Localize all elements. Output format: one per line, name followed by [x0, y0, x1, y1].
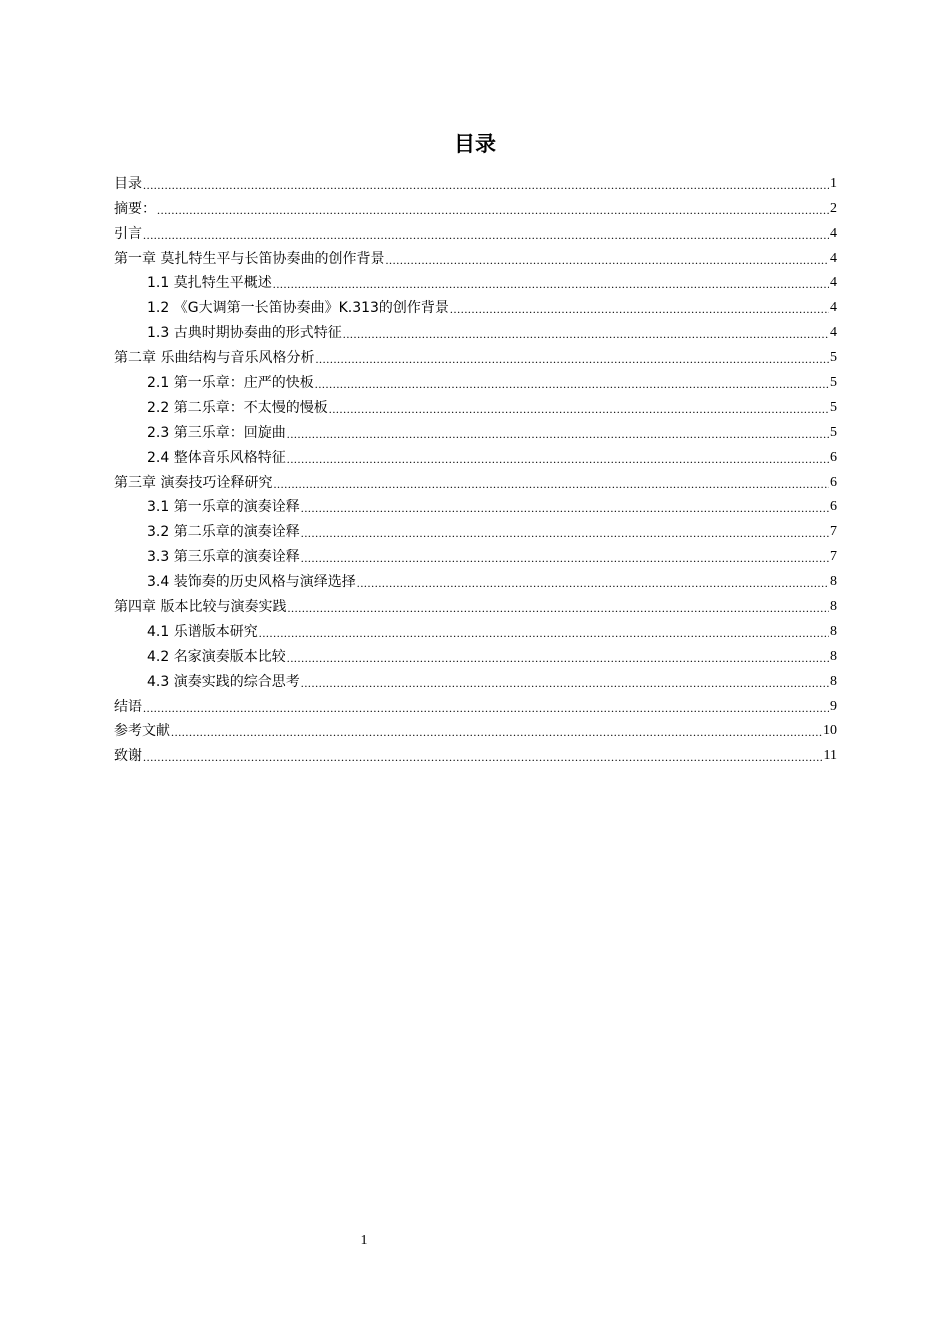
toc-entry[interactable]: [114, 442, 837, 467]
toc-leader-dots: [357, 575, 829, 591]
toc-entry-label: 2.3 第三乐章：回旋曲: [147, 424, 286, 441]
toc-leader-dots: [385, 252, 829, 268]
toc-entry[interactable]: [114, 516, 837, 541]
toc-entry-page: 4: [830, 225, 837, 241]
toc-entry-page: 6: [830, 449, 837, 465]
toc-entry-label: 参考文献: [114, 723, 170, 740]
toc-leader-dots: [301, 525, 829, 541]
toc-entry-label: 第四章 版本比较与演奏实践: [114, 599, 287, 616]
toc-entry-label: 2.4 整体音乐风格特征: [147, 449, 286, 466]
toc-leader-dots: [343, 326, 829, 342]
toc-leader-dots: [143, 227, 829, 243]
toc-entry[interactable]: [114, 691, 837, 716]
toc-entry-page: 4: [830, 325, 837, 341]
toc-entry-page: 4: [830, 300, 837, 316]
toc-entry-page: 4: [830, 250, 837, 266]
toc-entry-page: 10: [823, 723, 837, 739]
toc-entry-label: 1.1 莫扎特生平概述: [147, 275, 272, 292]
toc-entry-page: 7: [830, 549, 837, 565]
toc-entry[interactable]: [114, 193, 837, 218]
toc-entry[interactable]: [114, 541, 837, 566]
toc-entry-page: 8: [830, 574, 837, 590]
toc-entry-page: 8: [830, 648, 837, 664]
toc-entry-label: 1.2 《G大调第一长笛协奏曲》K.313的创作背景: [147, 300, 449, 317]
toc-entry-page: 6: [830, 474, 837, 490]
toc-entry-label: 4.2 名家演奏版本比较: [147, 648, 286, 665]
toc-entry-page: 5: [830, 350, 837, 366]
toc-entry[interactable]: [114, 292, 837, 317]
toc-leader-dots: [329, 401, 829, 417]
toc-entry[interactable]: [114, 342, 837, 367]
toc-entry[interactable]: [114, 317, 837, 342]
toc-entry-page: 4: [830, 275, 837, 291]
toc-entry-label: 3.1 第一乐章的演奏诠释: [147, 499, 300, 516]
toc-entry[interactable]: [114, 243, 837, 268]
toc-entry[interactable]: [114, 218, 837, 243]
toc-entry[interactable]: [114, 268, 837, 293]
toc-entry-page: 11: [823, 748, 837, 764]
toc-leader-dots: [143, 177, 829, 193]
toc-entry-page: 9: [830, 698, 837, 714]
toc-entry-page: 1: [830, 175, 837, 191]
toc-leader-dots: [301, 675, 829, 691]
toc-entry[interactable]: [114, 492, 837, 517]
toc-entry-page: 5: [830, 399, 837, 415]
toc-leader-dots: [287, 600, 829, 616]
toc-entry-page: 8: [830, 599, 837, 615]
toc-entry-page: 7: [830, 524, 837, 540]
toc-entry-page: 8: [830, 623, 837, 639]
toc-entry[interactable]: [114, 392, 837, 417]
toc-entry[interactable]: [114, 467, 837, 492]
toc-leader-dots: [143, 749, 823, 765]
toc-leader-dots: [301, 500, 829, 516]
toc-entry-label: 3.2 第二乐章的演奏诠释: [147, 524, 300, 541]
toc-entry-label: 第三章 演奏技巧诠释研究: [114, 474, 273, 491]
toc-entry-label: 引言: [114, 225, 142, 242]
toc-leader-dots: [301, 550, 829, 566]
page-title: 目录: [454, 132, 496, 156]
toc-entry-label: 第二章 乐曲结构与音乐风格分析: [114, 350, 315, 367]
toc-entry[interactable]: [114, 417, 837, 442]
toc-leader-dots: [259, 625, 829, 641]
toc-entry-page: 2: [830, 200, 837, 216]
toc-entry[interactable]: [114, 616, 837, 641]
toc-leader-dots: [143, 700, 829, 716]
toc-entry[interactable]: [114, 666, 837, 691]
toc-leader-dots: [273, 276, 829, 292]
toc-entry-label: 2.1 第一乐章：庄严的快板: [147, 375, 314, 392]
toc-entry-page: 5: [830, 424, 837, 440]
toc-entry-label: 目录: [114, 175, 142, 192]
toc-entry-label: 致谢: [114, 748, 142, 765]
toc-entry-label: 2.2 第二乐章：不太慢的慢板: [147, 399, 328, 416]
toc-leader-dots: [287, 451, 829, 467]
toc-entry[interactable]: [114, 591, 837, 616]
toc-entry[interactable]: [114, 566, 837, 591]
toc-leader-dots: [315, 351, 829, 367]
toc-leader-dots: [287, 426, 829, 442]
table-of-contents: [114, 168, 837, 765]
toc-entry[interactable]: [114, 740, 837, 765]
toc-leader-dots: [273, 476, 829, 492]
toc-entry-page: 8: [830, 673, 837, 689]
toc-entry-page: 6: [830, 499, 837, 515]
toc-leader-dots: [450, 301, 829, 317]
toc-entry-label: 1.3 古典时期协奏曲的形式特征: [147, 325, 342, 342]
toc-leader-dots: [315, 376, 829, 392]
footer-page-number: 1: [360, 1233, 368, 1248]
toc-entry-label: 4.1 乐谱版本研究: [147, 623, 258, 640]
toc-leader-dots: [287, 650, 829, 666]
toc-entry[interactable]: [114, 716, 837, 741]
toc-entry-label: 4.3 演奏实践的综合思考: [147, 673, 300, 690]
toc-entry-label: 3.4 装饰奏的历史风格与演绎选择: [147, 574, 356, 591]
toc-entry-label: 结语: [114, 698, 142, 715]
toc-entry-label: 第一章 莫扎特生平与长笛协奏曲的创作背景: [114, 250, 385, 267]
toc-entry[interactable]: [114, 367, 837, 392]
toc-leader-dots: [157, 202, 829, 218]
toc-entry[interactable]: [114, 168, 837, 193]
toc-entry[interactable]: [114, 641, 837, 666]
toc-leader-dots: [171, 724, 822, 740]
toc-entry-page: 5: [830, 375, 837, 391]
toc-entry-label: 摘要：: [114, 200, 156, 217]
toc-entry-label: 3.3 第三乐章的演奏诠释: [147, 549, 300, 566]
